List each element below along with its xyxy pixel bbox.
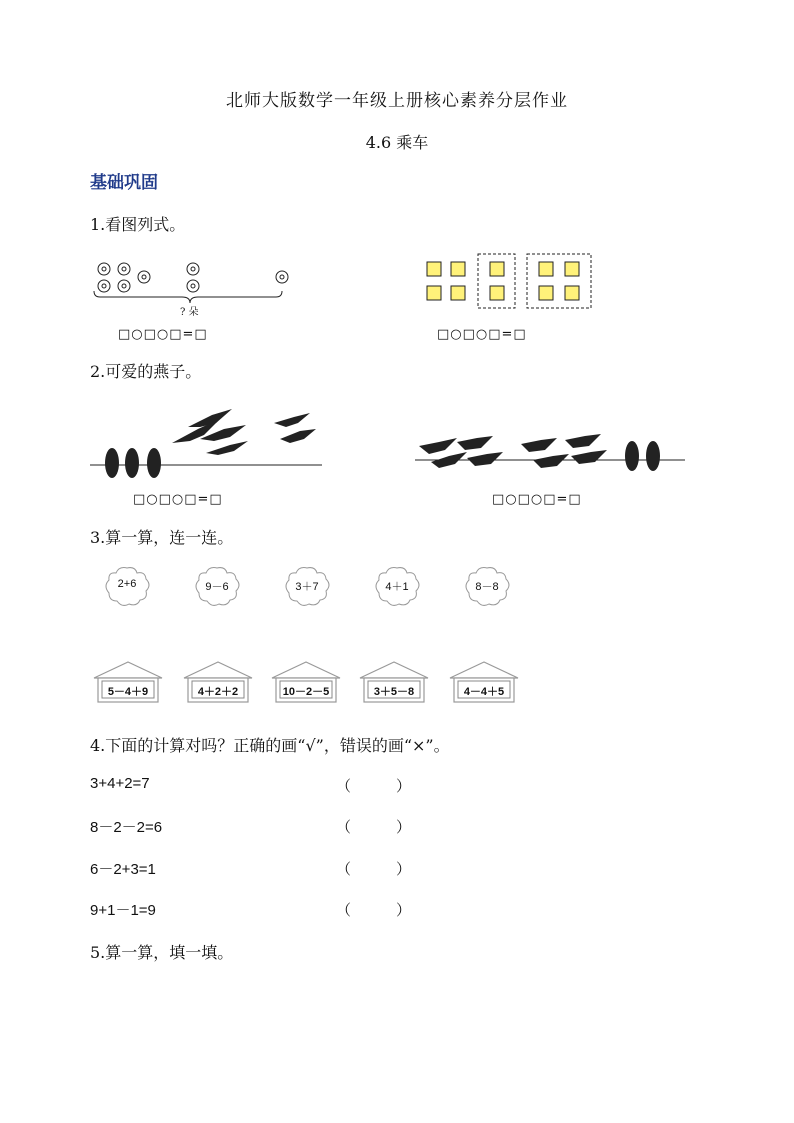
house-card[interactable] [182,660,254,704]
swallow-icon [565,434,601,448]
swallow-icon [521,438,557,452]
flower-expression: 9－6 [205,581,229,593]
square-icon [451,286,465,300]
square-icon [539,262,553,276]
star-icon [276,271,288,283]
flower-card[interactable] [194,565,240,607]
house-card[interactable] [92,660,164,704]
swallow-icon [646,441,660,471]
stars-picture [90,255,320,320]
swallow-icon [125,448,139,478]
dashed-group-box [527,254,591,308]
question-5-prompt: 5.算一算，填一填。 [90,943,234,962]
square-icon [451,262,465,276]
q2-formula-right[interactable]: □○□○□=□ [492,492,582,507]
flower-expression: 2+6 [117,578,137,590]
star-icon [98,263,110,275]
q4-expression: 8－2－2=6 [90,819,163,836]
q2-formula-left[interactable]: □○□○□=□ [133,492,223,507]
swallow-icon [419,438,457,454]
house-expression: 10－2－5 [282,686,330,698]
star-icon [118,280,130,292]
flower-card[interactable] [464,565,510,607]
house-expression: 4－4＋5 [463,686,505,698]
flower-card[interactable] [104,565,150,607]
house-card[interactable] [358,660,430,704]
flower-card[interactable] [284,565,330,607]
stars-brace-label: ? 朵 [180,307,199,318]
swallow-icon [206,441,248,455]
house-expression: 4＋2＋2 [197,686,239,698]
page-subtitle: 4.6 乘车 [365,133,429,152]
flower-expression: 8－8 [475,581,499,593]
star-icon [118,263,130,275]
swallow-icon [467,452,503,466]
swallow-icon [274,413,310,427]
square-icon [565,286,579,300]
page-title: 北师大版数学一年级上册核心素养分层作业 [226,91,568,111]
q1-formula-left[interactable]: □○□○□=□ [118,327,208,342]
question-2-prompt: 2.可爱的燕子。 [90,362,202,381]
q4-expression: 3+4+2=7 [90,775,150,792]
house-expression: 5－4＋9 [107,686,149,698]
square-icon [427,262,441,276]
q4-answer-blank[interactable]: （ ） [336,861,412,878]
swallows-right-picture [415,430,690,485]
star-icon [98,280,110,292]
swallow-icon [533,454,569,468]
star-icon [138,271,150,283]
section-heading: 基础巩固 [90,173,158,193]
q4-answer-blank[interactable]: （ ） [336,819,412,836]
star-icon [187,263,199,275]
q4-answer-blank[interactable]: （ ） [336,902,412,919]
question-1-prompt: 1.看图列式。 [90,215,186,234]
squares-picture [420,252,595,312]
question-3-prompt: 3.算一算，连一连。 [90,528,234,547]
q4-answer-blank[interactable]: （ ） [336,778,412,795]
star-icon [187,280,199,292]
flower-expression: 3＋7 [295,581,319,593]
swallow-icon [457,436,493,450]
square-icon [490,262,504,276]
q1-formula-right[interactable]: □○□○□=□ [437,327,527,342]
flower-expression: 4＋1 [385,581,409,593]
square-icon [539,286,553,300]
swallow-icon [571,450,607,464]
square-icon [490,286,504,300]
house-card[interactable] [448,660,520,704]
house-card[interactable] [270,660,342,704]
flower-card[interactable] [374,565,420,607]
swallow-icon [625,441,639,471]
swallow-icon [147,448,161,478]
house-expression: 3＋5－8 [373,686,415,698]
q4-expression: 9+1－1=9 [90,902,156,919]
swallows-left-picture [90,405,330,485]
swallow-icon [105,448,119,478]
question-4-prompt: 4.下面的计算对吗？正确的画“√”，错误的画“×”。 [90,736,450,755]
square-icon [427,286,441,300]
swallow-icon [280,429,316,443]
q4-expression: 6－2+3=1 [90,861,156,878]
square-icon [565,262,579,276]
swallow-icon [188,409,232,427]
